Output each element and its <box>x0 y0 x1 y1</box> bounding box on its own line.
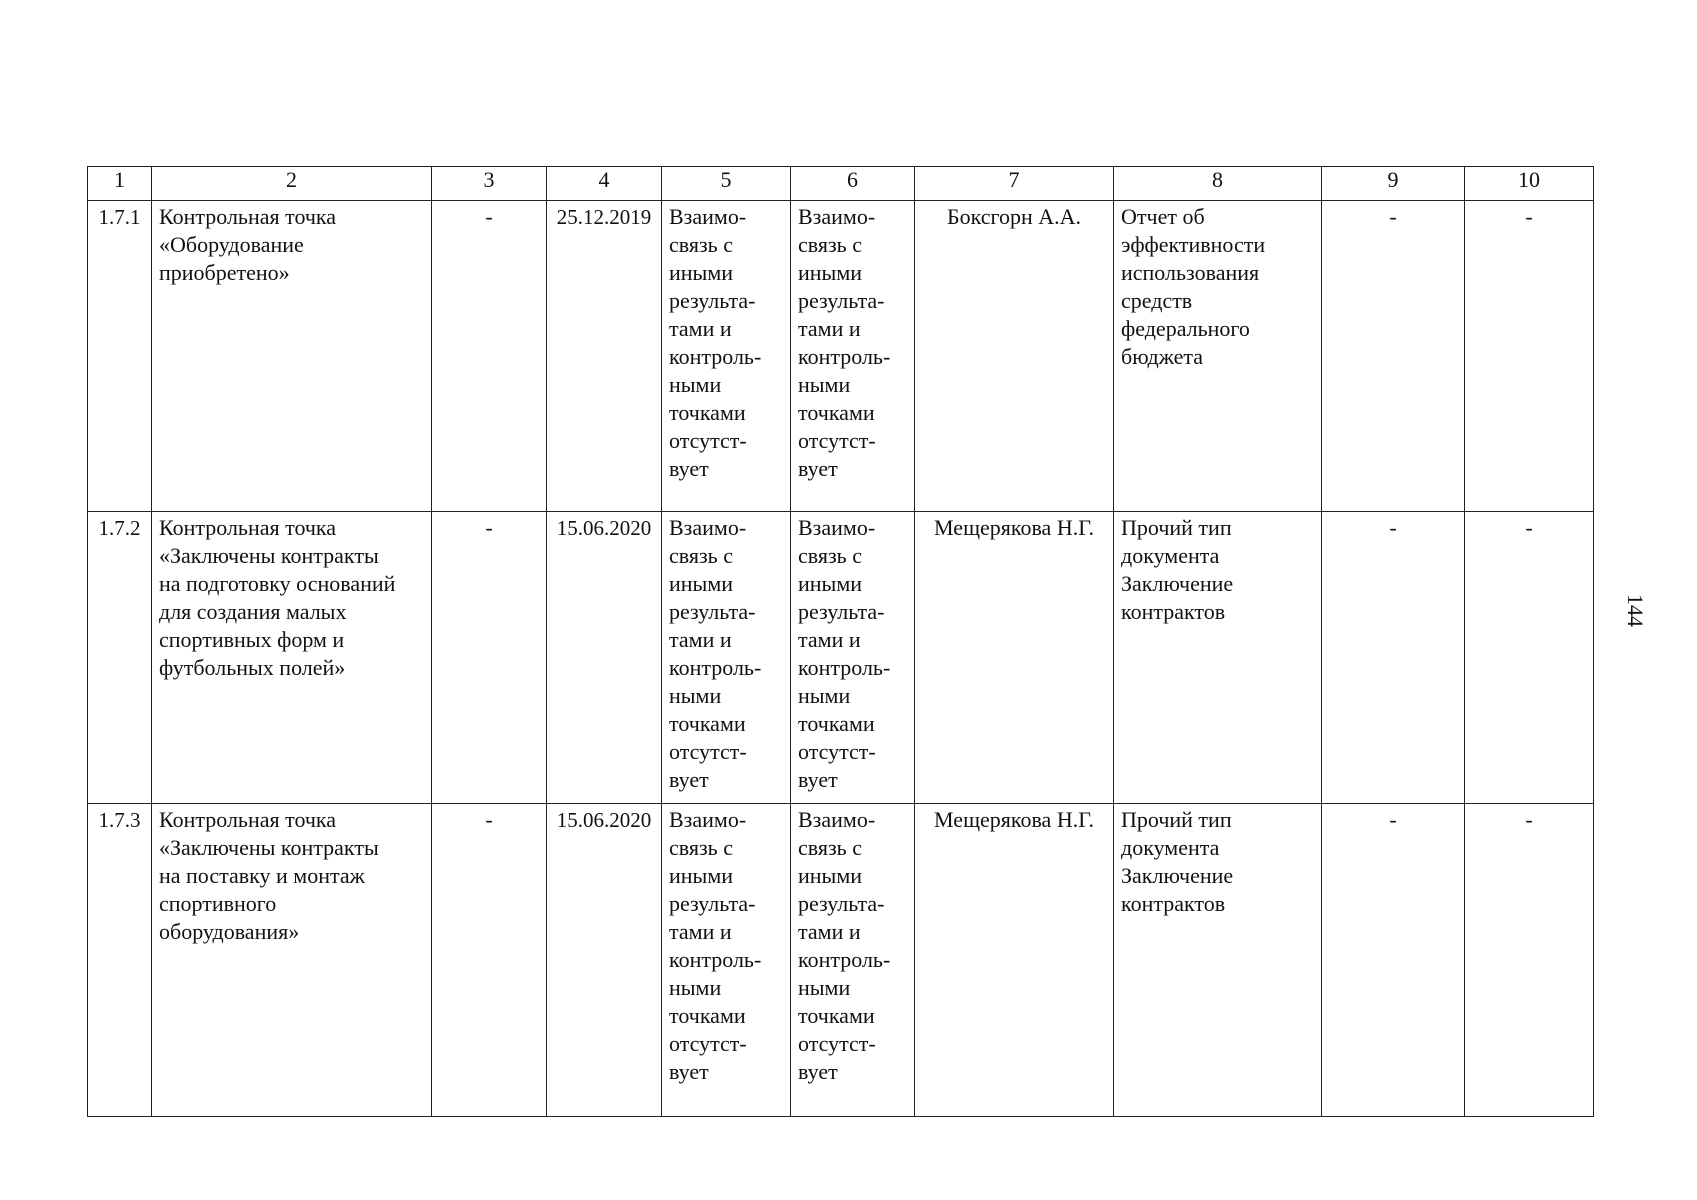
relation-text-col5: Взаимо- связь с иными результа- тами и контроль- ными точками отсутст- вует <box>662 804 791 1117</box>
header-cell-4: 4 <box>547 167 662 201</box>
control-points-table <box>87 166 1594 1117</box>
row-number: 1.7.1 <box>88 201 152 512</box>
control-point-name: Контрольная точка «Заключены контракты на подготовку оснований для создания малых спортивных форм и футбольных полей» <box>152 512 432 804</box>
table-row <box>88 804 1594 1117</box>
relation-text-col6: Взаимо- связь с иными результа- тами и контроль- ными точками отсутст- вует <box>791 201 915 512</box>
header-cell-8: 8 <box>1114 167 1322 201</box>
responsible-person: Мещерякова Н.Г. <box>915 804 1114 1117</box>
header-cell-7: 7 <box>915 167 1114 201</box>
row-number: 1.7.2 <box>88 512 152 804</box>
header-cell-10: 10 <box>1465 167 1594 201</box>
header-row <box>88 167 1594 201</box>
column-10-value: - <box>1465 201 1594 512</box>
document-type: Прочий тип документа Заключение контрактов <box>1114 804 1322 1117</box>
header-cell-1: 1 <box>88 167 152 201</box>
relation-text-col6: Взаимо- связь с иными результа- тами и контроль- ными точками отсутст- вует <box>791 512 915 804</box>
column-3-value: - <box>432 804 547 1117</box>
due-date: 15.06.2020 <box>547 804 662 1117</box>
due-date: 25.12.2019 <box>547 201 662 512</box>
responsible-person: Мещерякова Н.Г. <box>915 512 1114 804</box>
due-date: 15.06.2020 <box>547 512 662 804</box>
column-9-value: - <box>1322 804 1465 1117</box>
column-9-value: - <box>1322 201 1465 512</box>
document-type: Прочий тип документа Заключение контрактов <box>1114 512 1322 804</box>
column-9-value: - <box>1322 512 1465 804</box>
column-3-value: - <box>432 201 547 512</box>
column-10-value: - <box>1465 512 1594 804</box>
document-type: Отчет об эффективности использования средств федерального бюджета <box>1114 201 1322 512</box>
header-cell-2: 2 <box>152 167 432 201</box>
table-row <box>88 512 1594 804</box>
page-number: 144 <box>1623 594 1648 627</box>
relation-text-col5: Взаимо- связь с иными результа- тами и контроль- ными точками отсутст- вует <box>662 512 791 804</box>
header-cell-5: 5 <box>662 167 791 201</box>
header-cell-3: 3 <box>432 167 547 201</box>
row-number: 1.7.3 <box>88 804 152 1117</box>
column-3-value: - <box>432 512 547 804</box>
column-10-value: - <box>1465 804 1594 1117</box>
header-cell-6: 6 <box>791 167 915 201</box>
table-row <box>88 201 1594 512</box>
responsible-person: Боксгорн А.А. <box>915 201 1114 512</box>
control-point-name: Контрольная точка «Заключены контракты на поставку и монтаж спортивного оборудования» <box>152 804 432 1117</box>
relation-text-col6: Взаимо- связь с иными результа- тами и контроль- ными точками отсутст- вует <box>791 804 915 1117</box>
control-point-name: Контрольная точка «Оборудование приобретено» <box>152 201 432 512</box>
relation-text-col5: Взаимо- связь с иными результа- тами и контроль- ными точками отсутст- вует <box>662 201 791 512</box>
header-cell-9: 9 <box>1322 167 1465 201</box>
